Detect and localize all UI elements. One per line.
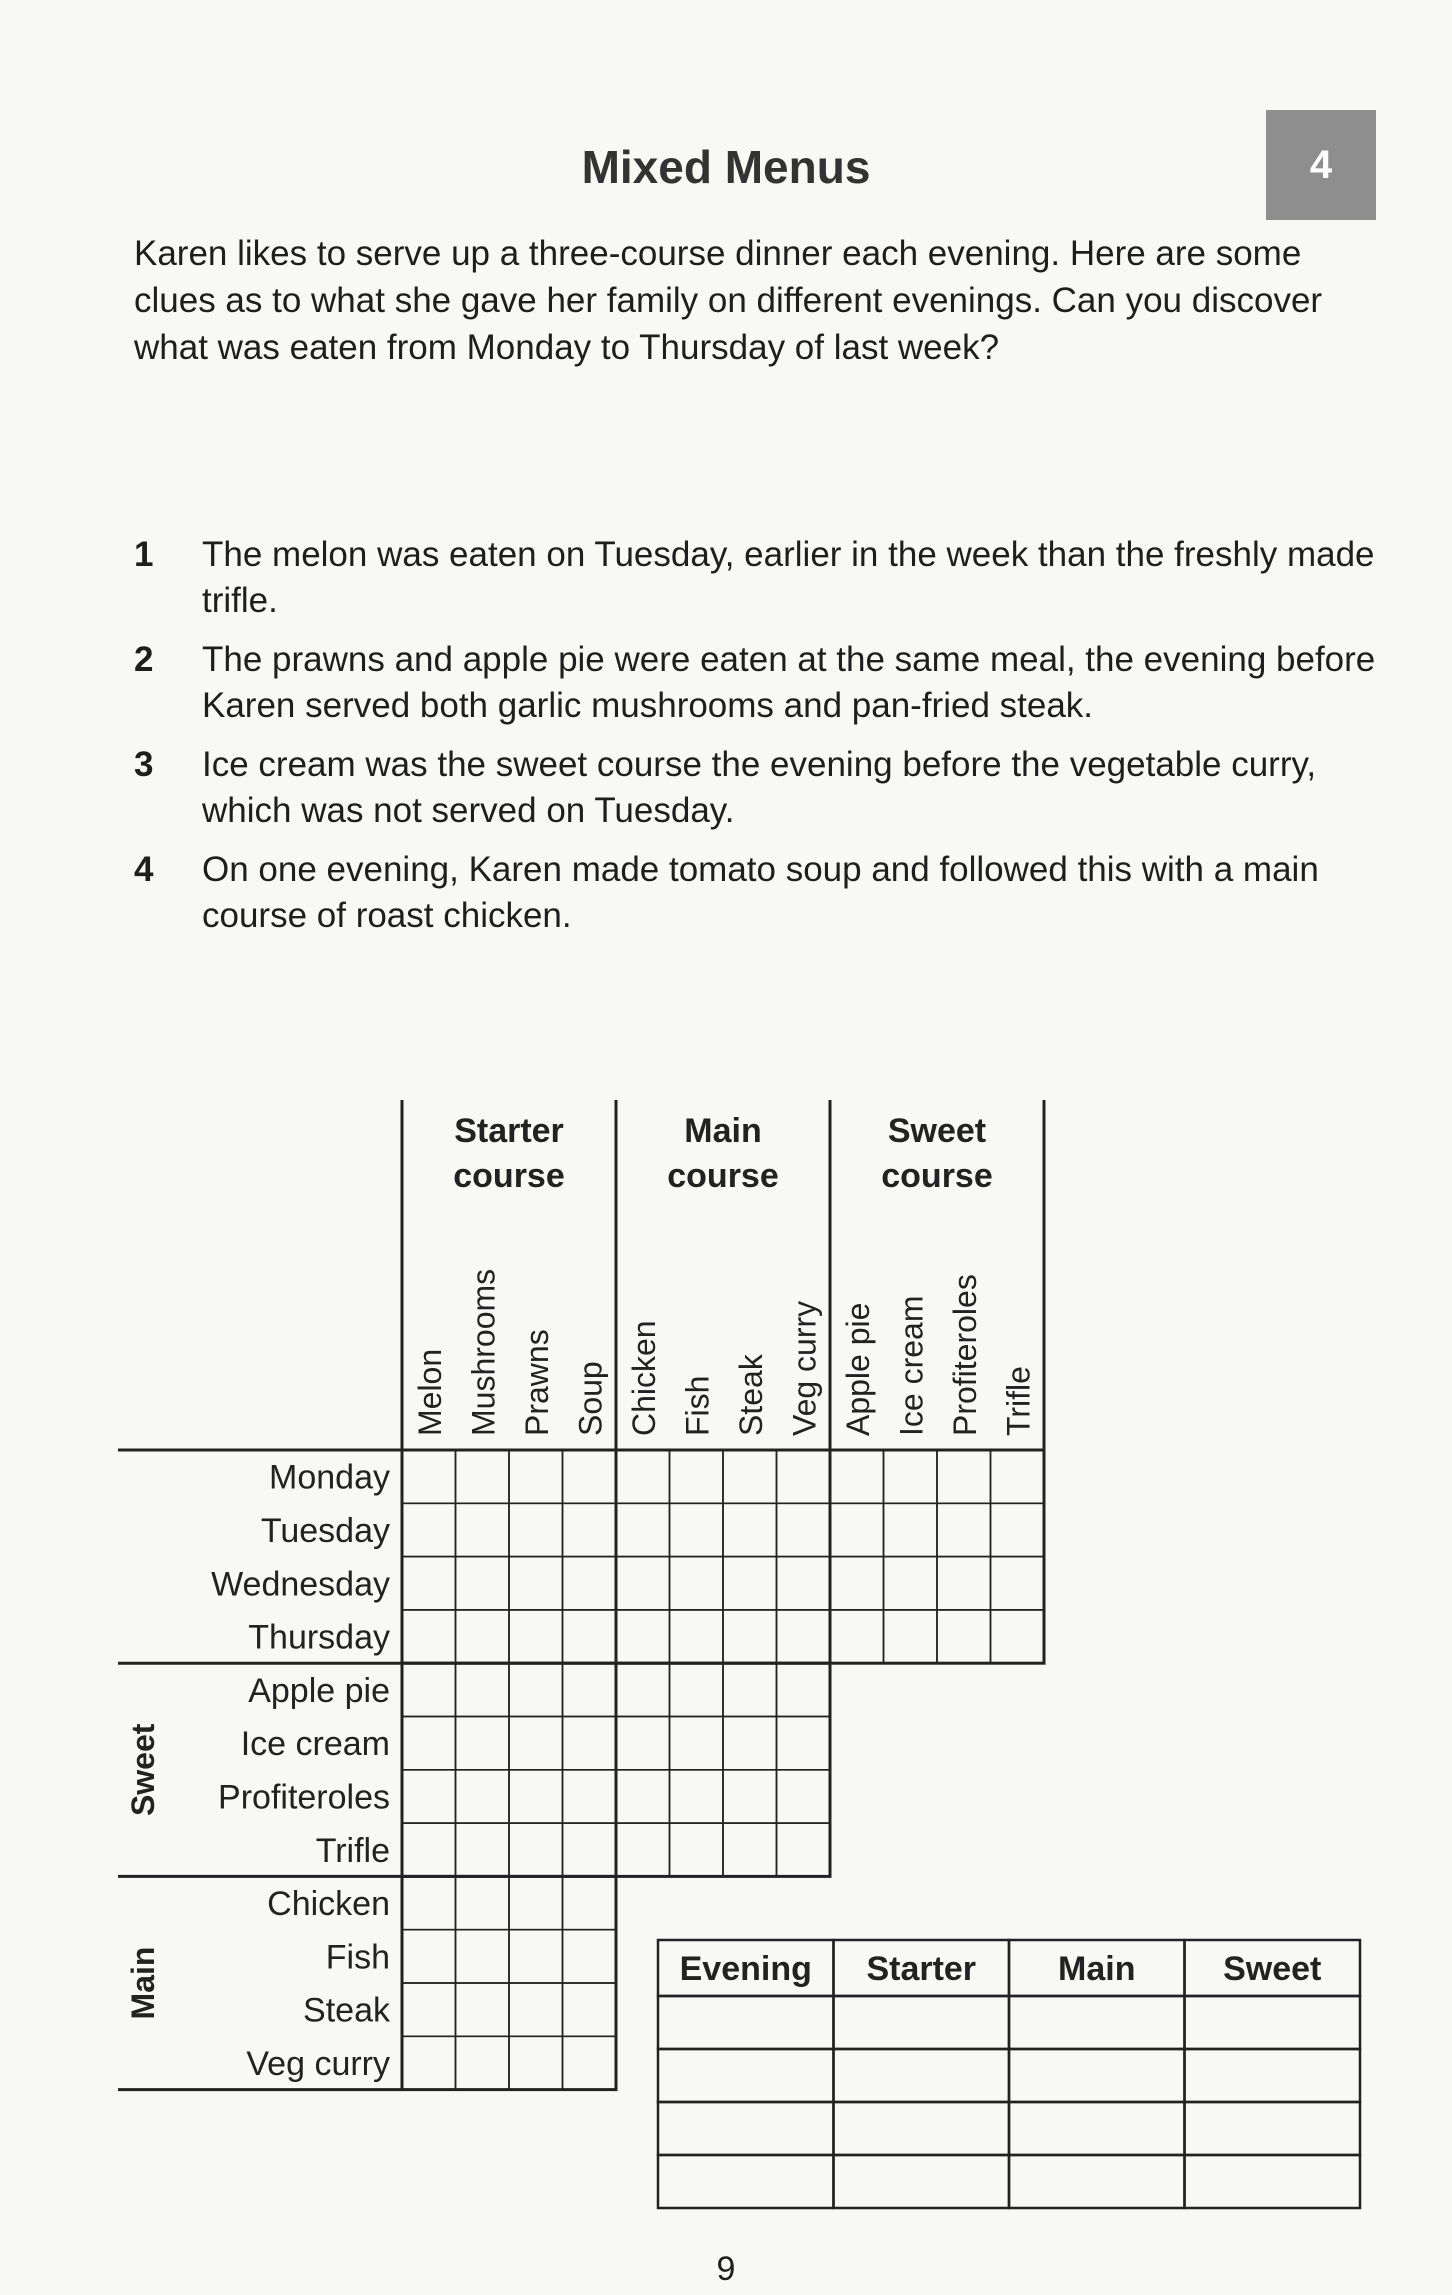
column-group-title: Sweet [887, 1112, 987, 1150]
grid-cell[interactable] [884, 1450, 938, 1503]
grid-cell[interactable] [563, 1503, 617, 1556]
table-cell[interactable] [1185, 2155, 1361, 2208]
clue-text: Ice cream was the sweet course the evening before the vegetable curry, which was not served on Tuesday. [202, 745, 1317, 830]
row-label: Chicken [267, 1885, 390, 1924]
table-cell[interactable] [1009, 2155, 1185, 2208]
grid-cell[interactable] [402, 1770, 456, 1823]
grid-cell[interactable] [616, 1450, 670, 1503]
table-header: Sweet [1223, 1950, 1322, 1988]
row-label: Profiteroles [218, 1778, 390, 1817]
grid-cell[interactable] [830, 1557, 884, 1610]
grid-cell[interactable] [402, 1450, 456, 1503]
grid-cell[interactable] [830, 1503, 884, 1556]
column-label: Melon [411, 1348, 448, 1436]
grid-cell[interactable] [402, 2036, 456, 2089]
grid-cell[interactable] [991, 1450, 1045, 1503]
column-label: Steak [732, 1354, 769, 1436]
row-label: Apple pie [248, 1671, 390, 1710]
grid-cell[interactable] [402, 1663, 456, 1716]
grid-cell[interactable] [563, 1823, 617, 1876]
clue-text: On one evening, Karen made tomato soup and followed this with a main course of roast chicken. [202, 850, 1319, 935]
grid-cell[interactable] [670, 1717, 724, 1770]
grid-cell[interactable] [563, 2036, 617, 2089]
grid-cell[interactable] [456, 1557, 510, 1610]
grid-cell[interactable] [616, 1823, 670, 1876]
page-title: Mixed Menus [581, 141, 871, 193]
column-group-title: Main [684, 1112, 762, 1150]
table-cell[interactable] [1185, 2102, 1361, 2155]
table-cell[interactable] [658, 2155, 834, 2208]
table-cell[interactable] [834, 2102, 1010, 2155]
grid-cell[interactable] [563, 1663, 617, 1716]
row-label: Tuesday [260, 1511, 390, 1550]
row-group-label: Main [125, 1946, 161, 2020]
grid-cell[interactable] [616, 1717, 670, 1770]
grid-cell[interactable] [991, 1557, 1045, 1610]
grid-cell[interactable] [777, 1663, 831, 1716]
grid-cell[interactable] [670, 1503, 724, 1556]
page-number: 9 [716, 2250, 736, 2288]
grid-cell[interactable] [456, 1983, 510, 2036]
grid-cell[interactable] [777, 1610, 831, 1663]
grid-cell[interactable] [509, 1450, 563, 1503]
grid-cell[interactable] [777, 1450, 831, 1503]
grid-cell[interactable] [670, 1770, 724, 1823]
column-label: Prawns [518, 1329, 555, 1436]
grid-cell[interactable] [563, 1770, 617, 1823]
grid-cell[interactable] [563, 1876, 617, 1929]
grid-cell[interactable] [456, 1770, 510, 1823]
grid-cell[interactable] [723, 1503, 777, 1556]
clue-number: 3 [134, 745, 154, 784]
grid-cell[interactable] [563, 1450, 617, 1503]
grid-cell[interactable] [563, 1717, 617, 1770]
grid-cell[interactable] [723, 1717, 777, 1770]
grid-cell[interactable] [563, 1557, 617, 1610]
grid-cell[interactable] [509, 1876, 563, 1929]
column-group-subtitle: course [667, 1157, 779, 1195]
grid-cell[interactable] [402, 1610, 456, 1663]
row-label: Thursday [248, 1618, 390, 1657]
grid-cell[interactable] [509, 1503, 563, 1556]
grid-cell[interactable] [402, 1983, 456, 2036]
column-label: Apple pie [839, 1302, 876, 1436]
grid-cell[interactable] [884, 1557, 938, 1610]
table-header: Main [1058, 1950, 1136, 1988]
grid-cell[interactable] [670, 1450, 724, 1503]
grid-cell[interactable] [402, 1823, 456, 1876]
grid-cell[interactable] [830, 1610, 884, 1663]
table-header: Evening [679, 1950, 812, 1988]
grid-cell[interactable] [456, 1663, 510, 1716]
table-cell[interactable] [1009, 1996, 1185, 2049]
grid-cell[interactable] [509, 1717, 563, 1770]
column-label: Ice cream [893, 1295, 930, 1436]
grid-cell[interactable] [777, 1717, 831, 1770]
grid-cell[interactable] [991, 1610, 1045, 1663]
grid-cell[interactable] [402, 1557, 456, 1610]
grid-cell[interactable] [563, 1610, 617, 1663]
table-cell[interactable] [658, 1996, 834, 2049]
grid-cell[interactable] [723, 1557, 777, 1610]
grid-cell[interactable] [456, 1717, 510, 1770]
clue-text: The melon was eaten on Tuesday, earlier in the week than the freshly made trifle. [202, 535, 1375, 620]
grid-cell[interactable] [616, 1557, 670, 1610]
grid-cell[interactable] [670, 1823, 724, 1876]
row-label: Wednesday [211, 1565, 390, 1604]
grid-cell[interactable] [723, 1770, 777, 1823]
table-cell[interactable] [658, 2049, 834, 2102]
grid-cell[interactable] [402, 1930, 456, 1983]
grid-cell[interactable] [509, 1930, 563, 1983]
grid-cell[interactable] [723, 1823, 777, 1876]
grid-cell[interactable] [777, 1503, 831, 1556]
table-cell[interactable] [834, 2155, 1010, 2208]
column-label: Trifle [1000, 1366, 1037, 1436]
grid-cell[interactable] [991, 1503, 1045, 1556]
grid-cell[interactable] [509, 1770, 563, 1823]
grid-cell[interactable] [937, 1610, 991, 1663]
grid-cell[interactable] [456, 1450, 510, 1503]
clue-number: 1 [134, 535, 154, 574]
row-label: Trifle [315, 1831, 390, 1870]
row-label: Ice cream [240, 1725, 390, 1764]
clue-number: 4 [134, 850, 154, 889]
table-cell[interactable] [834, 2049, 1010, 2102]
grid-cell[interactable] [402, 1876, 456, 1929]
column-label: Chicken [625, 1320, 662, 1436]
grid-cell[interactable] [723, 1610, 777, 1663]
row-label: Fish [325, 1938, 390, 1977]
grid-cell[interactable] [509, 1983, 563, 2036]
grid-cell[interactable] [937, 1450, 991, 1503]
row-label: Veg curry [246, 2044, 390, 2083]
grid-cell[interactable] [509, 1663, 563, 1716]
grid-cell[interactable] [670, 1663, 724, 1716]
column-group-subtitle: course [881, 1157, 993, 1195]
grid-cell[interactable] [456, 1610, 510, 1663]
grid-cell[interactable] [616, 1610, 670, 1663]
grid-cell[interactable] [563, 1930, 617, 1983]
grid-cell[interactable] [616, 1503, 670, 1556]
row-label: Steak [303, 1991, 390, 2030]
grid-cell[interactable] [937, 1503, 991, 1556]
grid-cell[interactable] [509, 1557, 563, 1610]
column-label: Veg curry [786, 1300, 823, 1436]
grid-cell[interactable] [616, 1770, 670, 1823]
grid-cell[interactable] [777, 1823, 831, 1876]
grid-cell[interactable] [937, 1557, 991, 1610]
grid-cell[interactable] [723, 1663, 777, 1716]
grid-cell[interactable] [509, 1823, 563, 1876]
column-group-title: Starter [454, 1112, 564, 1150]
column-label: Mushrooms [465, 1268, 502, 1436]
column-group-subtitle: course [453, 1157, 565, 1195]
table-cell[interactable] [1009, 2049, 1185, 2102]
clue-number: 2 [134, 640, 154, 679]
column-label: Profiteroles [946, 1274, 983, 1436]
row-label: Monday [269, 1458, 390, 1497]
grid-cell[interactable] [509, 1610, 563, 1663]
grid-cell[interactable] [456, 1876, 510, 1929]
table-cell[interactable] [834, 1996, 1010, 2049]
puzzle-number-badge: 4 [1266, 110, 1376, 220]
grid-cell[interactable] [563, 1983, 617, 2036]
grid-cell[interactable] [509, 2036, 563, 2089]
grid-cell[interactable] [884, 1610, 938, 1663]
grid-cell[interactable] [670, 1610, 724, 1663]
grid-cell[interactable] [777, 1770, 831, 1823]
grid-cell[interactable] [402, 1503, 456, 1556]
table-cell[interactable] [1009, 2102, 1185, 2155]
table-cell[interactable] [1185, 2049, 1361, 2102]
grid-cell[interactable] [456, 1823, 510, 1876]
grid-cell[interactable] [402, 1717, 456, 1770]
grid-cell[interactable] [456, 1930, 510, 1983]
row-group-label: Sweet [125, 1723, 161, 1817]
column-label: Soup [572, 1361, 609, 1436]
table-cell[interactable] [658, 2102, 834, 2155]
grid-cell[interactable] [884, 1503, 938, 1556]
grid-cell[interactable] [830, 1450, 884, 1503]
grid-cell[interactable] [616, 1663, 670, 1716]
grid-cell[interactable] [777, 1557, 831, 1610]
clue-text: The prawns and apple pie were eaten at the same meal, the evening before Karen served both garlic mushrooms and pan-fried steak. [202, 640, 1376, 725]
intro-text: Karen likes to serve up a three-course dinner each evening. Here are some clues as to what she gave her family on different evenings. Can you discover what was eaten from Monday to Thursday of last week? [134, 234, 1323, 367]
grid-cell[interactable] [456, 1503, 510, 1556]
table-cell[interactable] [1185, 1996, 1361, 2049]
grid-cell[interactable] [670, 1557, 724, 1610]
grid-cell[interactable] [456, 2036, 510, 2089]
grid-cell[interactable] [723, 1450, 777, 1503]
column-label: Fish [679, 1375, 716, 1436]
table-header: Starter [866, 1950, 977, 1988]
answer-table [650, 1930, 1370, 2220]
